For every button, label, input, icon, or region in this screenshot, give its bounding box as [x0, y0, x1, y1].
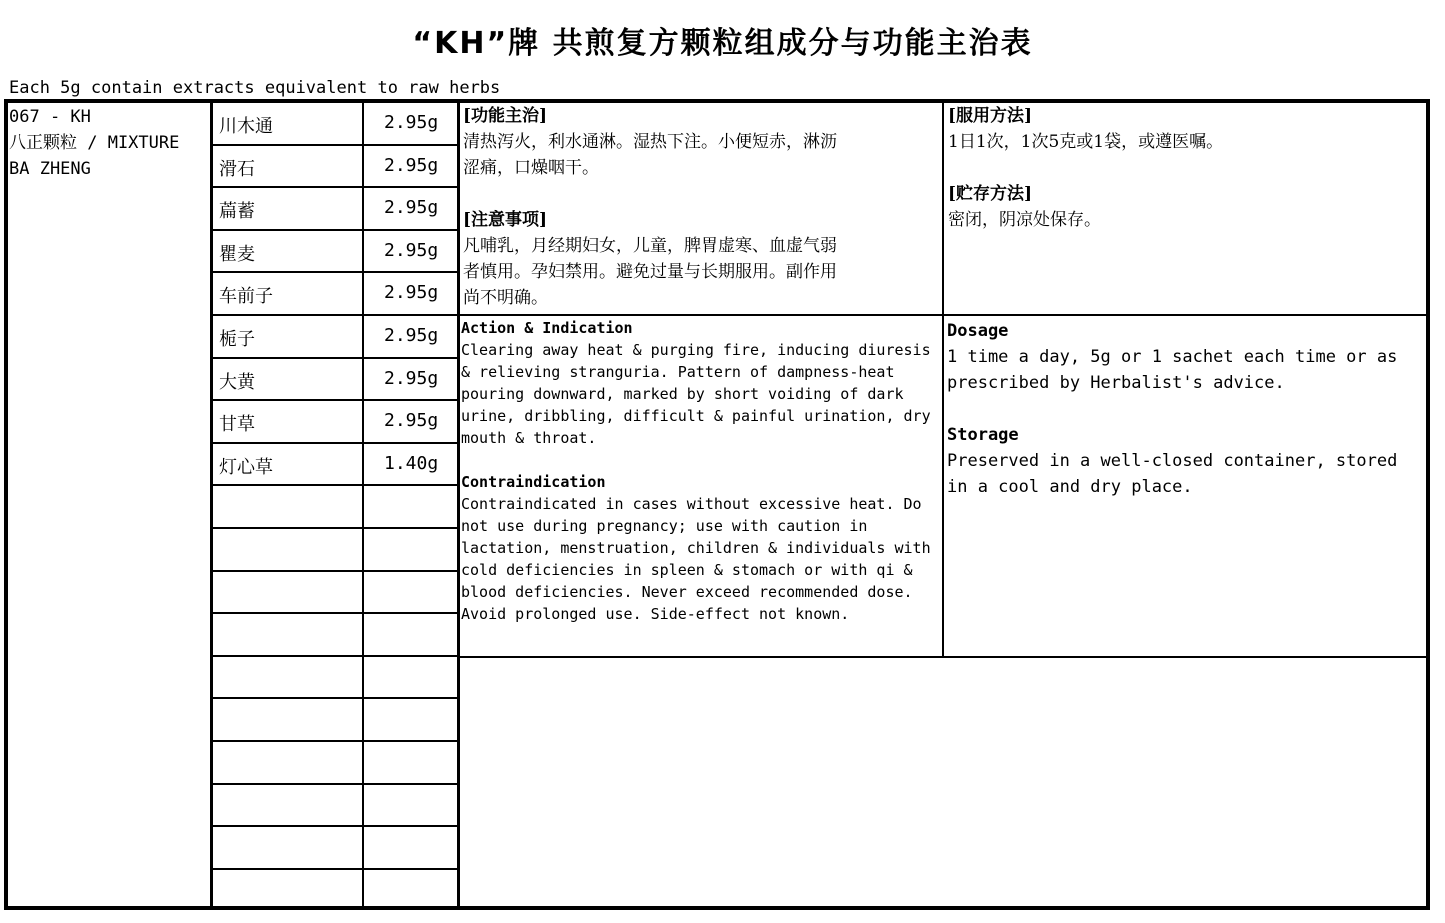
en-contra-heading: Contraindication	[461, 473, 606, 491]
herb-dose: 2.95g	[384, 197, 439, 218]
en-contra-line: Avoid prolonged use. Side-effect not known.	[461, 605, 850, 623]
en-action-line: & relieving stranguria. Pattern of dampness-heat	[461, 363, 895, 381]
herb-name: 栀子	[219, 329, 255, 350]
herb-row-divider	[211, 399, 458, 401]
product-info	[9, 104, 179, 182]
cn-caution-line: 尚不明确。	[463, 288, 548, 308]
cn-caution-line: 凡哺乳，月经期妇女，儿童，脾胃虚寒、血虚气弱	[463, 236, 837, 256]
row-divider-info-bottom	[458, 656, 1428, 658]
herb-row-divider	[211, 229, 458, 231]
herb-name: 川木通	[219, 116, 273, 137]
col-divider-dose	[457, 101, 460, 910]
herb-row-divider	[211, 570, 458, 572]
herb-name: 大黄	[219, 372, 255, 393]
en-storage-line: Preserved in a well-closed container, stored	[947, 451, 1398, 471]
cn-usage-heading: [服用方法]	[948, 106, 1033, 126]
cn-storage-text: 密闭，阴凉处保存。	[948, 210, 1101, 230]
col-divider-info	[942, 101, 944, 658]
herb-row-divider	[211, 697, 458, 699]
en-action-line: pouring downward, marked by short voiding of dark	[461, 385, 904, 403]
herb-row-divider	[211, 357, 458, 359]
cn-storage-heading: [贮存方法]	[948, 184, 1033, 204]
col-divider-herb	[362, 101, 364, 910]
herb-name: 滑石	[219, 159, 255, 180]
en-storage-line: in a cool and dry place.	[947, 477, 1193, 497]
herb-row-divider	[211, 186, 458, 188]
herb-row-divider	[211, 825, 458, 827]
cn-function-block	[463, 103, 837, 311]
en-dosage-heading: Dosage	[947, 321, 1009, 341]
product-name-en: BA ZHENG	[9, 159, 91, 179]
en-contra-line: blood deficiencies. Never exceed recommended dose.	[461, 583, 913, 601]
en-action-line: mouth & throat.	[461, 429, 597, 447]
herb-dose: 2.95g	[384, 368, 439, 389]
en-action-block	[461, 317, 931, 625]
herb-dose: 2.95g	[384, 240, 439, 261]
en-dosage-line: prescribed by Herbalist's advice.	[947, 373, 1285, 393]
cn-usage-block	[948, 103, 1223, 233]
en-action-line: urine, dribbling, difficult & painful urination, dry	[461, 407, 931, 425]
herb-name: 甘草	[219, 414, 255, 435]
herb-row-divider	[211, 144, 458, 146]
en-dosage-line: 1 time a day, 5g or 1 sachet each time or as	[947, 347, 1398, 367]
herb-row-divider	[211, 740, 458, 742]
en-contra-line: lactation, menstruation, children & individuals with	[461, 539, 931, 557]
herb-row-divider	[211, 271, 458, 273]
en-action-heading: Action & Indication	[461, 319, 633, 337]
herb-dose: 2.95g	[384, 282, 439, 303]
cn-function-line: 涩痛，口燥咽干。	[463, 158, 599, 178]
en-contra-line: cold deficiencies in spleen & stomach or with qi &	[461, 561, 913, 579]
page-title: “KH”牌 共煎复方颗粒组成分与功能主治表	[412, 26, 1033, 61]
herb-row-divider	[211, 783, 458, 785]
en-dosage-block	[947, 318, 1397, 500]
en-contra-line: Contraindicated in cases without excessive heat. Do	[461, 495, 922, 513]
herb-dose: 2.95g	[384, 325, 439, 346]
cn-usage-text: 1日1次，1次5克或1袋，或遵医嘱。	[948, 132, 1224, 152]
herb-row-divider	[211, 484, 458, 486]
herb-name: 萹蓄	[219, 201, 255, 222]
cn-caution-heading: [注意事项]	[463, 210, 548, 230]
herb-row-divider	[211, 527, 458, 529]
herb-row-divider	[211, 314, 458, 316]
en-contra-line: not use during pregnancy; use with caution in	[461, 517, 868, 535]
herb-name: 灯心草	[219, 457, 273, 478]
product-name: 八正颗粒 / MIXTURE	[9, 133, 180, 153]
row-divider-cn-en	[458, 314, 1428, 316]
herb-name: 车前子	[219, 286, 273, 307]
herb-dose: 2.95g	[384, 155, 439, 176]
subtitle: Each 5g contain extracts equivalent to raw herbs	[9, 78, 501, 98]
en-storage-heading: Storage	[947, 425, 1019, 445]
herb-dose: 2.95g	[384, 410, 439, 431]
herb-dose: 1.40g	[384, 453, 439, 474]
herb-dose: 2.95g	[384, 112, 439, 133]
herb-row-divider	[211, 612, 458, 614]
herb-row-divider	[211, 868, 458, 870]
product-code: 067 - KH	[9, 107, 91, 127]
en-action-line: Clearing away heat & purging fire, inducing diuresis	[461, 341, 931, 359]
cn-caution-line: 者慎用。孕妇禁用。避免过量与长期服用。副作用	[463, 262, 837, 282]
cn-function-heading: [功能主治]	[463, 106, 548, 126]
herb-row-divider	[211, 442, 458, 444]
herb-row-divider	[211, 655, 458, 657]
cn-function-line: 清热泻火，利水通淋。湿热下注。小便短赤，淋沥	[463, 132, 837, 152]
col-divider-product	[210, 101, 213, 910]
herb-name: 瞿麦	[219, 244, 255, 265]
